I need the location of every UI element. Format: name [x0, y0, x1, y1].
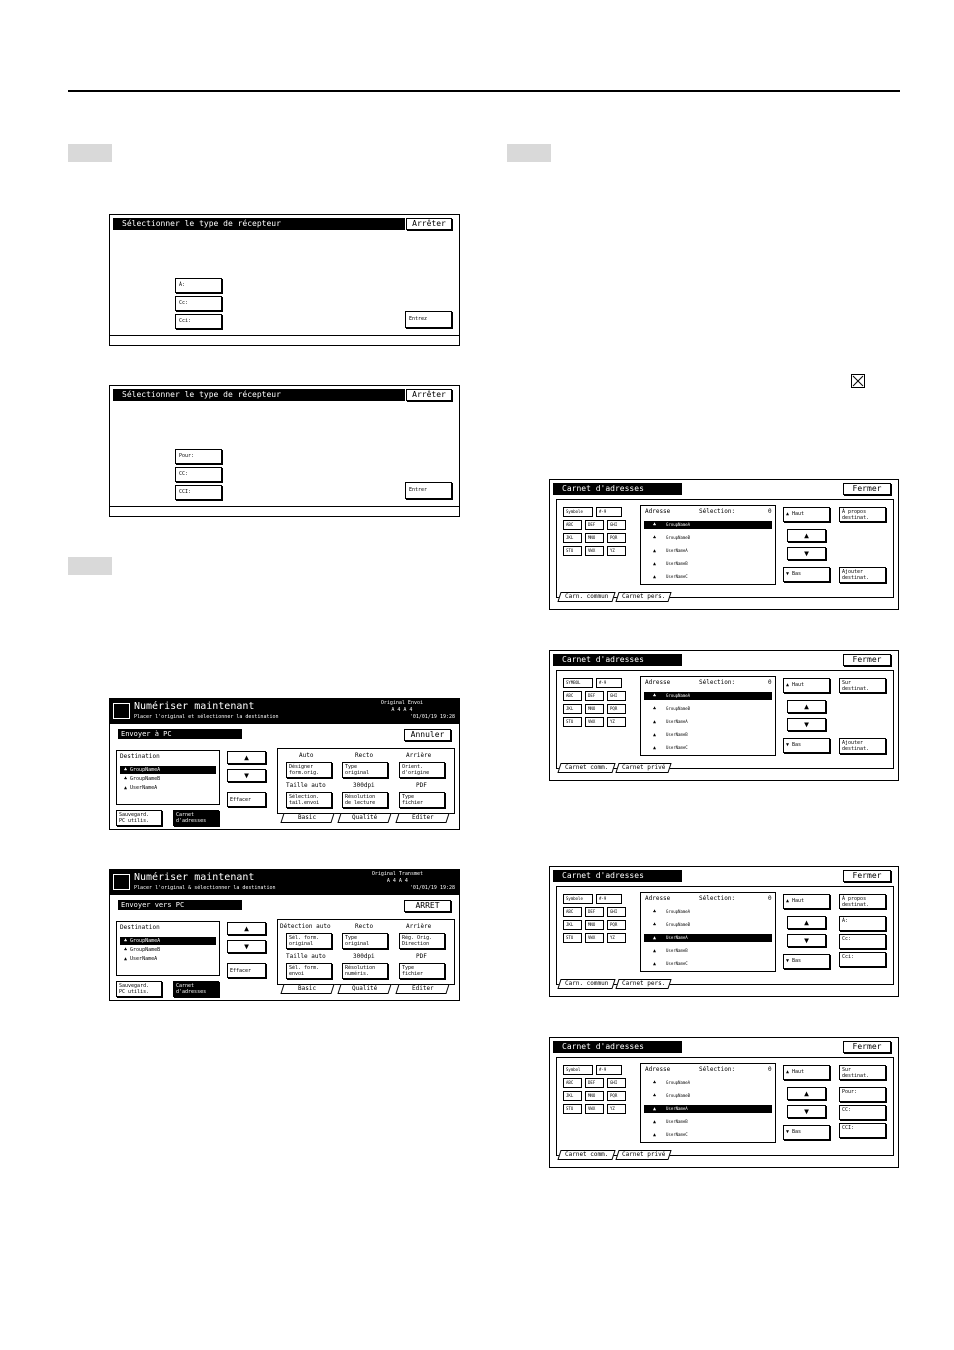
user-icon: ▲	[653, 561, 657, 567]
index-key[interactable]: MNO	[585, 533, 604, 543]
index-key[interactable]: JKL	[563, 533, 582, 543]
index-key[interactable]: MNO	[585, 1091, 604, 1101]
clear-button[interactable]: Effacer	[227, 963, 266, 978]
setting-label: Recto	[355, 752, 374, 759]
scan-subtitle: Placer l'original & sélectionner la destination	[134, 885, 276, 891]
settings-panel	[277, 748, 455, 814]
address-column-header: Adresse	[645, 1066, 671, 1073]
setting-label: Arrière	[406, 752, 432, 759]
index-key[interactable]: Symbole	[563, 894, 593, 904]
index-key[interactable]: GHI	[607, 907, 626, 917]
tab-common-book[interactable]: Carn. commun	[557, 592, 615, 602]
selection-label: Sélection:	[699, 679, 736, 686]
list-item[interactable]: ▲ UserNameC	[653, 961, 688, 967]
scroll-up-button[interactable]	[787, 700, 826, 713]
send-size-button[interactable]: Sél. form. envoi	[286, 963, 332, 979]
address-column-header: Adresse	[645, 508, 671, 515]
list-item[interactable]: ♣ GroupNameB	[124, 776, 161, 782]
tab-common-book[interactable]: Carnet comm.	[557, 1150, 615, 1160]
tab-common-book[interactable]: Carnet comm.	[557, 763, 615, 773]
index-key[interactable]: Symbol	[563, 1065, 593, 1075]
top-button[interactable]: ▲ Haut	[783, 507, 830, 522]
user-icon: ▲	[124, 956, 131, 962]
address-list	[640, 505, 776, 585]
add-destination-button[interactable]: Ajouter destinat.	[839, 738, 886, 754]
list-item[interactable]: ♣ GroupNameB	[124, 947, 161, 953]
bottom-button[interactable]: ▼ Bas	[783, 567, 830, 582]
list-item[interactable]: ♣ GroupNameB	[653, 1093, 691, 1099]
arrow-up-icon: ▲	[804, 531, 809, 540]
close-button[interactable]: Fermer	[843, 870, 891, 882]
cc-field[interactable]: Cc:	[175, 296, 222, 311]
date-time: '01/01/19 19:28	[409, 885, 455, 891]
original-info	[372, 871, 423, 885]
original-type-button[interactable]: Type original	[342, 762, 388, 778]
to-button[interactable]: Pour:	[839, 1087, 886, 1102]
original-size-button[interactable]: Sél. form. original	[286, 933, 332, 949]
cc-field[interactable]: CC:	[175, 467, 222, 482]
detail-button[interactable]: À propos destinat.	[839, 894, 886, 909]
setting-label: Arrière	[406, 923, 432, 930]
arrow-up-icon: ▲	[786, 898, 793, 904]
user-icon: ▲	[653, 935, 657, 941]
index-key[interactable]: ABC	[563, 907, 582, 917]
original-info	[381, 700, 423, 714]
setting-label: Taille auto	[286, 782, 326, 789]
settings-panel	[277, 919, 455, 985]
group-icon: ♣	[124, 947, 131, 953]
list-item[interactable]: ♣ GroupNameA	[644, 521, 772, 529]
step-marker-1	[68, 144, 112, 162]
index-key[interactable]: JKL	[563, 1091, 582, 1101]
scan-screen	[109, 698, 460, 830]
enter-button[interactable]: Entrer	[405, 482, 452, 499]
list-item[interactable]: ▲ UserNameB	[653, 561, 688, 567]
arrow-down-icon: ▼	[786, 1129, 793, 1135]
bcc-field[interactable]: CCI:	[175, 485, 222, 500]
save-pc-button[interactable]: Sauvegard. PC utilis.	[116, 981, 162, 997]
scan-header	[110, 870, 459, 895]
to-field[interactable]: Pour:	[175, 449, 222, 464]
receiver-dialog	[109, 385, 460, 517]
selection-label: Sélection:	[699, 895, 736, 902]
arrow-up-icon: ▲	[786, 511, 793, 517]
resolution-button[interactable]: Résolution numéris.	[342, 963, 388, 979]
bottom-button[interactable]: ▼ Bas	[783, 954, 830, 969]
scroll-up-button[interactable]: ▲	[227, 922, 266, 935]
index-key[interactable]: PQR	[607, 1091, 626, 1101]
list-item[interactable]: ▲ UserNameA	[653, 548, 688, 554]
user-icon: ▲	[653, 732, 657, 738]
arrow-down-icon: ▼	[786, 958, 793, 964]
group-icon: ♣	[653, 1093, 657, 1099]
address-column-header: Adresse	[645, 679, 671, 686]
list-item[interactable]: ♣ GroupNameA	[653, 909, 691, 915]
cancel-button[interactable]: ARRET	[404, 900, 451, 912]
index-key[interactable]: PQR	[607, 920, 626, 930]
index-key[interactable]: STU	[563, 933, 582, 943]
setting-label: 300dpi	[353, 953, 375, 960]
scroll-down-button[interactable]	[787, 547, 826, 560]
list-item[interactable]: ▲ UserNameB	[653, 732, 688, 738]
user-icon: ▲	[653, 745, 657, 751]
cc-button[interactable]: CC:	[839, 1105, 886, 1120]
address-book-screen	[549, 479, 899, 610]
index-key[interactable]: VWX	[585, 933, 604, 943]
index-key[interactable]: YZ	[607, 717, 626, 727]
index-key[interactable]: STU	[563, 1104, 582, 1114]
tab-edit[interactable]: Editer	[395, 813, 449, 823]
top-button[interactable]: ▲ Haut	[783, 1065, 830, 1080]
scroll-down-button[interactable]	[787, 718, 826, 731]
list-item[interactable]: ▲ UserNameC	[653, 745, 688, 751]
index-key[interactable]: PQR	[607, 704, 626, 714]
list-item[interactable]: ♣ GroupNameB	[653, 535, 691, 541]
address-book-title: Carnet d'adresses	[553, 870, 682, 882]
index-key[interactable]: JKL	[563, 920, 582, 930]
list-item[interactable]: ♣ GroupNameA	[120, 766, 216, 774]
scan-header	[110, 699, 459, 724]
enter-button[interactable]: Entrez	[405, 311, 452, 328]
list-item[interactable]: ▲ UserNameC	[653, 574, 688, 580]
divider	[110, 335, 459, 336]
address-column-header: Adresse	[645, 895, 671, 902]
cancel-button[interactable]: Annuler	[404, 729, 451, 741]
tab-private-book[interactable]: Carnet pers.	[615, 979, 671, 989]
index-key[interactable]: PQR	[607, 533, 626, 543]
address-list	[640, 1063, 776, 1143]
group-icon: ♣	[653, 909, 657, 915]
index-key[interactable]: VWX	[585, 717, 604, 727]
cc-button[interactable]: Cc:	[839, 934, 886, 949]
scroll-up-button[interactable]	[787, 916, 826, 929]
arrow-down-icon: ▼	[804, 1107, 809, 1116]
orientation-button[interactable]: Rég. Orig. Direction	[399, 933, 445, 949]
step-marker-3	[507, 144, 551, 162]
address-book-button[interactable]: Carnet d'adresses	[173, 810, 219, 826]
address-book-panel	[556, 1057, 894, 1156]
address-book-panel	[556, 499, 894, 598]
bcc-button[interactable]: CCI:	[839, 1123, 886, 1138]
destination-title: Destination	[120, 753, 160, 760]
tab-private-book[interactable]: Carnet pers.	[615, 592, 671, 602]
original-type-button[interactable]: Type original	[342, 933, 388, 949]
header-rule	[68, 90, 900, 92]
arrow-up-icon: ▲	[786, 1069, 793, 1075]
index-key[interactable]: DEF	[585, 520, 604, 530]
index-key[interactable]: STU	[563, 546, 582, 556]
index-key[interactable]: DEF	[585, 907, 604, 917]
index-key[interactable]: SYMBOL	[563, 678, 593, 688]
index-key[interactable]: VWX	[585, 1104, 604, 1114]
user-icon: ▲	[653, 1106, 657, 1112]
list-item[interactable]: ▲ UserNameC	[653, 1132, 688, 1138]
index-key[interactable]: DEF	[585, 691, 604, 701]
arrow-down-icon: ▼	[786, 571, 793, 577]
address-book-panel	[556, 670, 894, 769]
index-key[interactable]: Symbole	[563, 507, 593, 517]
index-key[interactable]: GHI	[607, 520, 626, 530]
tab-private-book[interactable]: Carnet privé	[615, 1150, 671, 1160]
tab-quality[interactable]: Qualité	[337, 813, 391, 823]
user-icon: ▲	[653, 719, 657, 725]
to-field[interactable]: À:	[175, 278, 222, 293]
arrow-up-icon: ▲	[804, 1089, 809, 1098]
user-icon: ▲	[653, 1132, 657, 1138]
index-key[interactable]: ABC	[563, 691, 582, 701]
to-button[interactable]: À:	[839, 916, 886, 931]
arrow-down-icon: ▼	[804, 936, 809, 945]
group-icon: ♣	[653, 1080, 657, 1086]
setting-label: Recto	[355, 923, 374, 930]
step-marker-2	[68, 557, 112, 575]
tab-edit[interactable]: Editer	[395, 984, 449, 994]
setting-label: Taille auto	[286, 953, 326, 960]
list-item[interactable]: ♣ GroupNameA	[653, 1080, 691, 1086]
user-icon: ▲	[124, 785, 131, 791]
scan-screen	[109, 869, 460, 1001]
scroll-down-button[interactable]: ▼	[227, 940, 266, 953]
index-key[interactable]: YZ	[607, 933, 626, 943]
scanner-icon	[113, 874, 130, 890]
selection-label: Sélection:	[699, 508, 736, 515]
list-item[interactable]: ▲ UserNameA	[644, 934, 772, 942]
original-size: A 4 A 4	[386, 878, 408, 884]
list-item[interactable]: ▲ UserNameA	[124, 956, 158, 962]
arrow-down-icon: ▼	[786, 742, 793, 748]
selection-count: 0	[768, 508, 772, 515]
divider	[110, 506, 459, 507]
close-x-icon	[851, 374, 865, 388]
group-icon: ♣	[124, 776, 131, 782]
add-destination-button[interactable]: Ajouter destinat.	[839, 567, 886, 583]
send-size-button[interactable]: Sélection. tail.envoi	[286, 792, 332, 808]
clear-button[interactable]: Effacer	[227, 792, 266, 807]
group-icon: ♣	[653, 522, 657, 528]
scroll-down-button[interactable]	[787, 934, 826, 947]
original-size: A 4 A 4	[391, 707, 413, 713]
index-key[interactable]: ABC	[563, 520, 582, 530]
mode-label: Envoyer vers PC	[118, 900, 242, 910]
scroll-up-button[interactable]: ▲	[227, 751, 266, 764]
address-book-title: Carnet d'adresses	[553, 483, 682, 495]
setting-label: 300dpi	[353, 782, 375, 789]
bcc-button[interactable]: Cci:	[839, 952, 886, 967]
close-button[interactable]: Fermer	[843, 654, 891, 666]
address-book-button[interactable]: Carnet d'adresses	[173, 981, 219, 997]
file-type-button[interactable]: Type fichier	[399, 792, 445, 808]
mode-label: Envoyer à PC	[118, 729, 242, 739]
index-key[interactable]: DEF	[585, 1078, 604, 1088]
group-icon: ♣	[653, 693, 657, 699]
list-item[interactable]: ▲ UserNameB	[653, 948, 688, 954]
dialog-title: Sélectionner le type de récepteur	[113, 389, 405, 401]
user-icon: ▲	[653, 574, 657, 580]
original-size-button[interactable]: Désigner form.orig.	[286, 762, 332, 778]
index-key[interactable]: #-9	[596, 894, 622, 904]
group-icon: ♣	[653, 706, 657, 712]
list-item[interactable]: ▲ UserNameB	[653, 1119, 688, 1125]
orientation-button[interactable]: Orient. d'origine	[399, 762, 445, 778]
arrow-up-icon: ▲	[804, 702, 809, 711]
index-key[interactable]: MNO	[585, 704, 604, 714]
setting-label: Auto	[299, 752, 314, 759]
scroll-down-button[interactable]	[787, 1105, 826, 1118]
list-item[interactable]: ▲ UserNameA	[653, 719, 688, 725]
arrow-up-icon: ▲	[804, 918, 809, 927]
address-book-panel	[556, 886, 894, 985]
user-icon: ▲	[653, 961, 657, 967]
destination-panel	[116, 750, 220, 805]
list-item[interactable]: ♣ GroupNameA	[644, 692, 772, 700]
group-icon: ♣	[124, 938, 131, 944]
scroll-up-button[interactable]	[787, 1087, 826, 1100]
address-book-screen	[549, 650, 899, 781]
original-label: Original Envoi	[380, 700, 423, 706]
tab-common-book[interactable]: Carn. commun	[557, 979, 615, 989]
index-key[interactable]: GHI	[607, 691, 626, 701]
dialog-title: Sélectionner le type de récepteur	[113, 218, 405, 230]
detail-button[interactable]: Sur destinat.	[839, 678, 886, 693]
arrow-down-icon: ▼	[804, 549, 809, 558]
top-button[interactable]: ▲ Haut	[783, 678, 830, 693]
scan-title: Numériser maintenant	[134, 872, 255, 883]
arrow-up-icon: ▲	[786, 682, 793, 688]
address-list	[640, 676, 776, 756]
receiver-dialog	[109, 214, 460, 346]
bottom-button[interactable]: ▼ Bas	[783, 738, 830, 753]
arrow-down-icon: ▼	[804, 720, 809, 729]
setting-label: PDF	[416, 953, 427, 960]
index-key[interactable]: #-9	[596, 678, 622, 688]
address-list	[640, 892, 776, 972]
top-button[interactable]: ▲ Haut	[783, 894, 830, 909]
index-key[interactable]: YZ	[607, 1104, 626, 1114]
user-icon: ▲	[653, 1119, 657, 1125]
list-item[interactable]: ♣ GroupNameA	[120, 937, 216, 945]
group-icon: ♣	[653, 535, 657, 541]
tab-basic[interactable]: Basic	[280, 984, 334, 994]
destination-panel	[116, 921, 220, 976]
address-book-title: Carnet d'adresses	[553, 1041, 682, 1053]
group-icon: ♣	[653, 922, 657, 928]
index-key[interactable]: GHI	[607, 1078, 626, 1088]
user-icon: ▲	[653, 548, 657, 554]
date-time: '01/01/19 19:28	[409, 714, 455, 720]
index-key[interactable]: MNO	[585, 920, 604, 930]
setting-label: Détection auto	[280, 923, 331, 930]
list-item[interactable]: ♣ GroupNameB	[653, 706, 691, 712]
original-label: Original Transmet	[371, 871, 423, 877]
index-key[interactable]: STU	[563, 717, 582, 727]
address-book-screen	[549, 1037, 899, 1168]
list-item[interactable]: ♣ GroupNameB	[653, 922, 691, 928]
selection-label: Sélection:	[699, 1066, 736, 1073]
scroll-down-button[interactable]: ▼	[227, 769, 266, 782]
stop-button[interactable]: Arrêter	[406, 389, 452, 401]
tab-quality[interactable]: Qualité	[337, 984, 391, 994]
detail-button[interactable]: À propos destinat.	[839, 507, 886, 522]
index-key[interactable]: VWX	[585, 546, 604, 556]
address-book-title: Carnet d'adresses	[553, 654, 682, 666]
close-button[interactable]: Fermer	[843, 1041, 891, 1053]
selection-count: 0	[768, 1066, 772, 1073]
detail-button[interactable]: Sur destinat.	[839, 1065, 886, 1080]
list-item[interactable]: ▲ UserNameA	[644, 1105, 772, 1113]
tab-basic[interactable]: Basic	[280, 813, 334, 823]
close-button[interactable]: Fermer	[843, 483, 891, 495]
selection-count: 0	[768, 679, 772, 686]
index-key[interactable]: YZ	[607, 546, 626, 556]
index-key[interactable]: ABC	[563, 1078, 582, 1088]
stop-button[interactable]: Arrêter	[406, 218, 452, 230]
resolution-button[interactable]: Résolution de lecture	[342, 792, 388, 808]
selection-count: 0	[768, 895, 772, 902]
scroll-up-button[interactable]	[787, 529, 826, 542]
address-book-screen	[549, 866, 899, 997]
tab-private-book[interactable]: Carnet privé	[615, 763, 671, 773]
group-icon: ♣	[124, 767, 131, 773]
save-pc-button[interactable]: Sauvegard. PC utilis.	[116, 810, 162, 826]
bottom-button[interactable]: ▼ Bas	[783, 1125, 830, 1140]
user-icon: ▲	[653, 948, 657, 954]
index-key[interactable]: #-9	[596, 1065, 622, 1075]
scan-title: Numériser maintenant	[134, 701, 255, 712]
setting-label: PDF	[416, 782, 427, 789]
list-item[interactable]: ▲ UserNameA	[124, 785, 158, 791]
scanner-icon	[113, 703, 130, 719]
destination-title: Destination	[120, 924, 160, 931]
scan-subtitle: Placer l'original et sélectionner la destination	[134, 714, 279, 720]
bcc-field[interactable]: Cci:	[175, 314, 222, 329]
index-key[interactable]: #-9	[596, 507, 622, 517]
file-type-button[interactable]: Type fichier	[399, 963, 445, 979]
index-key[interactable]: JKL	[563, 704, 582, 714]
